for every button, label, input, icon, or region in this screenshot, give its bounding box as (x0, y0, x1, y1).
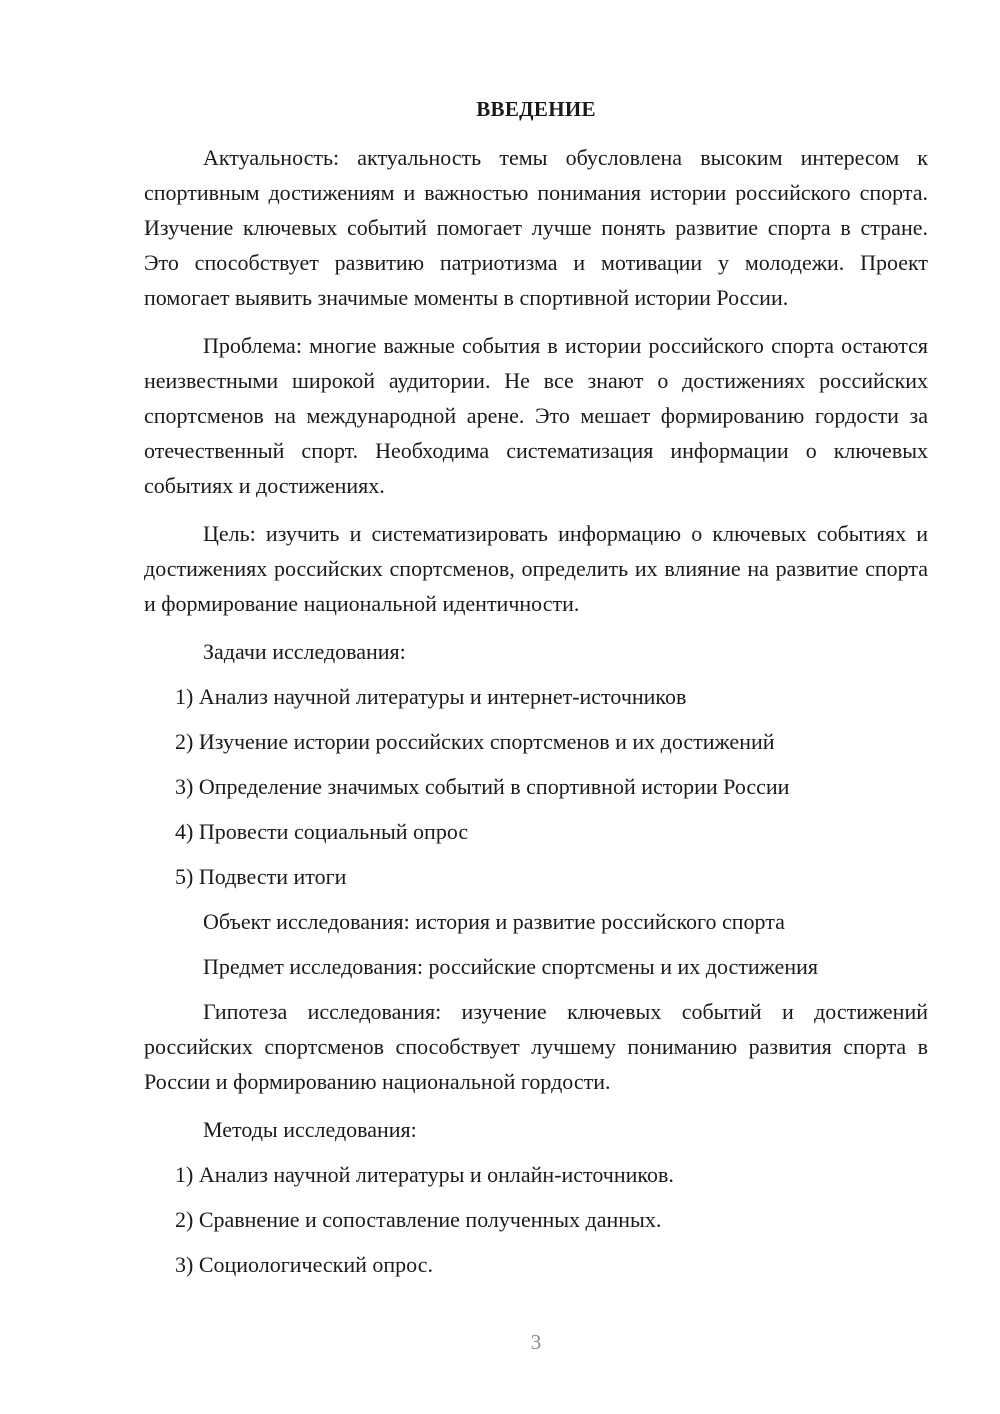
page-number: 3 (530, 1330, 542, 1354)
relevance-paragraph: Актуальность: актуальность темы обусловлена высоким интересом к спортивным достижениям и важностью понимания истории российского спорта. Изучение ключевых событий помогает лучше понять развитие спорта в стране. Это способствует развитию патриотизма и мотивации у молодежи. Проект помогает выявить значимые моменты в спортивной истории России. (144, 145, 928, 310)
task-item-5: 5) Подвести итоги (175, 864, 347, 889)
research-object: Объект исследования: история и развитие российского спорта (203, 909, 785, 934)
page-title: ВВЕДЕНИЕ (476, 97, 596, 121)
methods-list (144, 1157, 928, 1282)
task-item-3: 3) Определение значимых событий в спортивной истории России (175, 774, 790, 799)
method-item-3: 3) Социологический опрос. (175, 1252, 433, 1277)
hypothesis-paragraph: Гипотеза исследования: изучение ключевых событий и достижений российских спортсменов способствует лучшему пониманию развития спорта в России и формированию национальной гордости. (144, 999, 928, 1094)
research-subject: Предмет исследования: российские спортсмены и их достижения (203, 954, 818, 979)
problem-paragraph: Проблема: многие важные события в истории российского спорта остаются неизвестными широкой аудитории. Не все знают о достижениях российских спортсменов на международной арене. Это мешает формированию гордости за отечественный спорт. Необходима систематизация информации о ключевых событиях и достижениях. (144, 333, 928, 498)
task-item-1: 1) Анализ научной литературы и интернет-источников (175, 684, 687, 709)
task-item-4: 4) Провести социальный опрос (175, 819, 469, 844)
method-item-1: 1) Анализ научной литературы и онлайн-источников. (175, 1162, 674, 1187)
tasks-list (144, 679, 928, 894)
tasks-heading: Задачи исследования: (203, 639, 406, 664)
methods-heading: Методы исследования: (203, 1117, 417, 1142)
goal-paragraph: Цель: изучить и систематизировать информацию о ключевых событиях и достижениях российских спортсменов, определить их влияние на развитие спорта и формирование национальной идентичности. (144, 521, 928, 616)
document-body (144, 92, 928, 1292)
task-item-2: 2) Изучение истории российских спортсменов и их достижений (175, 729, 775, 754)
method-item-2: 2) Сравнение и сопоставление полученных данных. (175, 1207, 662, 1232)
